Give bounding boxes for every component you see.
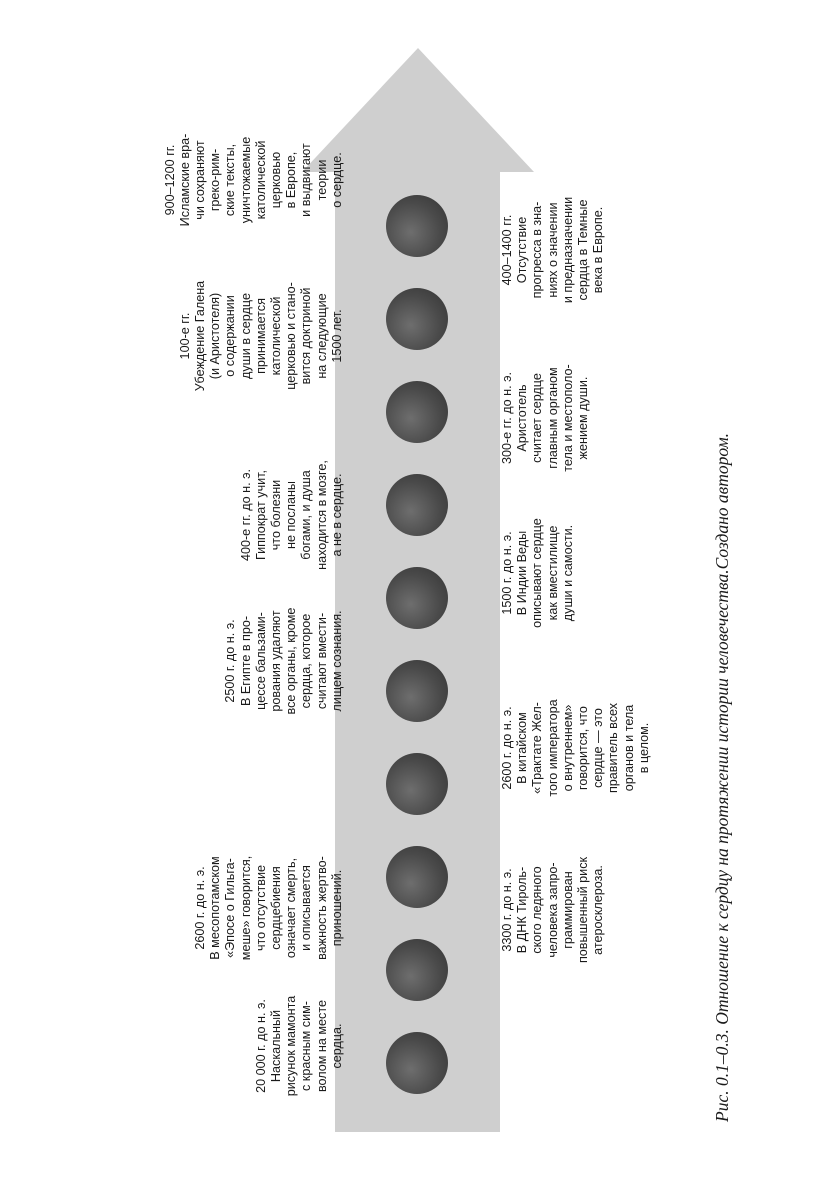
timeline-marker bbox=[386, 660, 448, 722]
event-bottom: 400–1400 гг. Отсутствие прогресса в зна- ниях о значении и предназначении сердца в Темные века в Европе. bbox=[500, 196, 606, 304]
timeline-marker bbox=[386, 195, 448, 257]
event-top: 900–1200 гг. Исламские вра- чи сохраняют греко-рим- ские тексты, уничтожаемые католической церковью в Европе, и выдвигают теории о сердце. bbox=[162, 133, 344, 227]
timeline-marker bbox=[386, 381, 448, 443]
event-bottom: 1500 г. до н. э. В Индии Веды описывают сердце как вместилище души и самости. bbox=[500, 518, 575, 628]
timeline-marker bbox=[386, 474, 448, 536]
event-top: 2500 г. до н. э. В Египте в про- цессе бальзами- рования удаляют все органы, кроме сердца, которое считают вмести- лищем сознания. bbox=[223, 607, 344, 715]
timeline-marker bbox=[386, 846, 448, 908]
event-top: 400-е гг. до н. э. Гиппократ учит, что болезни не посланы богами, и душа находится в мозге, а не в сердце. bbox=[238, 460, 344, 570]
timeline-marker bbox=[386, 567, 448, 629]
figure-caption: Рис. 0.1–0.3. Отношение к сердцу на протяжении истории человечества.Создано автором. bbox=[712, 432, 732, 1122]
timeline-marker bbox=[386, 753, 448, 815]
timeline-marker bbox=[386, 939, 448, 1001]
event-top: 20 000 г. до н. э. Наскальный рисунок мамонта с красным сим- волом на месте сердца. bbox=[253, 995, 344, 1097]
event-bottom: 300-е гг. до н. э. Аристотель считает сердце главным органом тела и местополо- жением души. bbox=[500, 364, 591, 472]
timeline-marker bbox=[386, 1032, 448, 1094]
event-top: 100-е гг. Убеждение Галена (и Аристотеля) о содержании души в сердце принимается католической церковью и стано- вится доктриной на следующие 1500 лет. bbox=[177, 280, 344, 392]
event-top: 2600 г. до н. э. В месопотамском «Эпосе о Гильга- меше» говорится, что отсутствие сердцебиения означает смерть, и описывается важность жертво- приношений. bbox=[192, 855, 344, 961]
event-bottom: 2600 г. до н. э. В китайском «Трактате Жел- того императора о внутреннем» говорится, что сердце — это правитель всех органов и тела в целом. bbox=[500, 699, 651, 797]
event-bottom: 3300 г. до н. э. В ДНК Тироль- ского ледяного человека запро- граммирован повышенный риск атеросклероза. bbox=[500, 857, 606, 964]
timeline-marker bbox=[386, 288, 448, 350]
